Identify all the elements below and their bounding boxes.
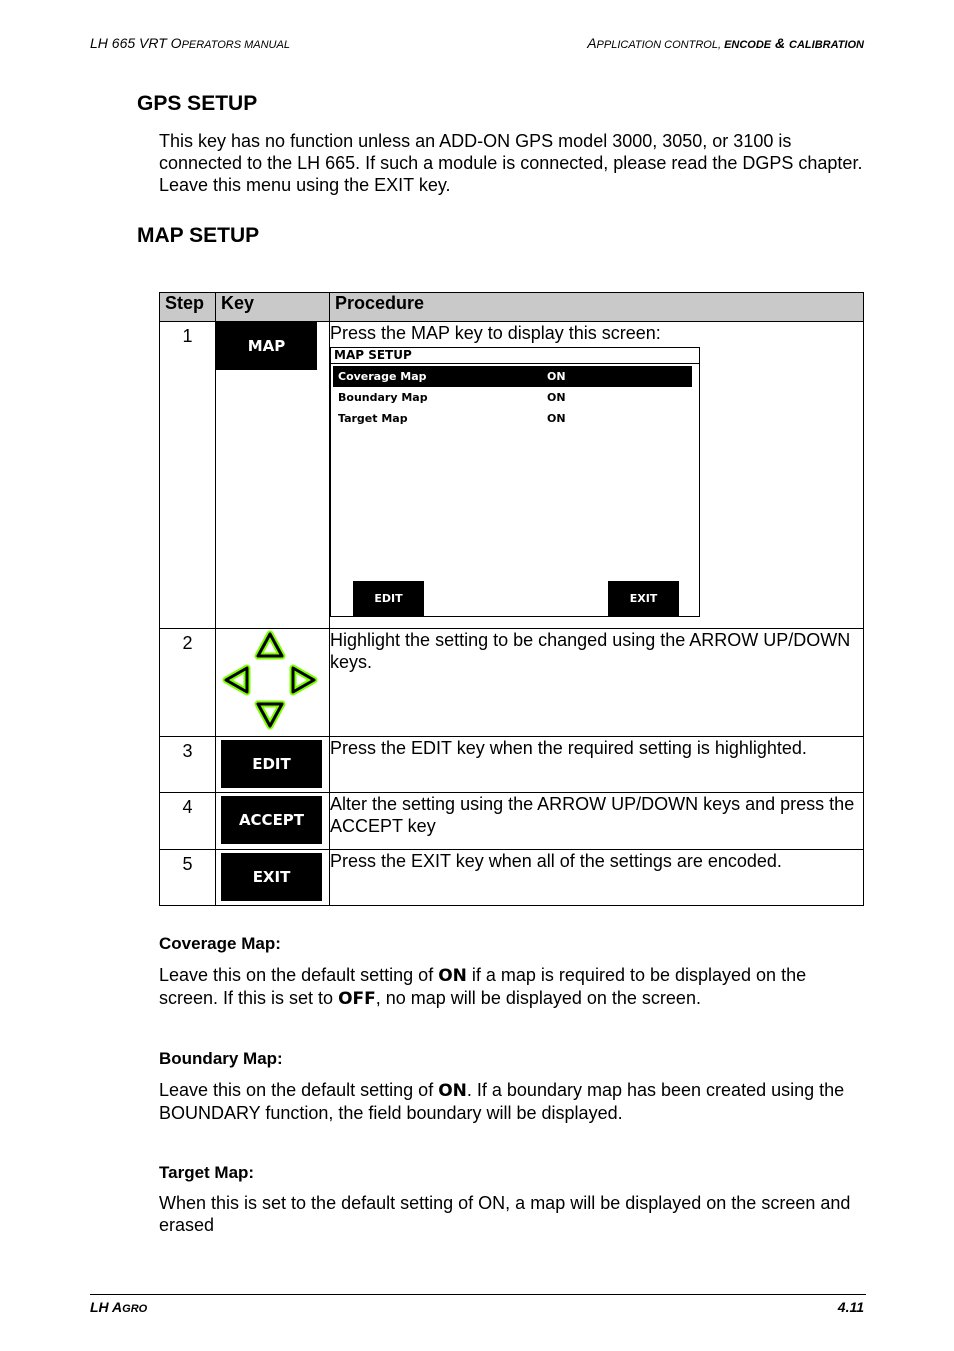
screen-edit-button[interactable]: EDIT [353, 581, 424, 616]
step-number: 5 [160, 850, 216, 906]
footer-divider [90, 1294, 866, 1295]
boundary-map-body: Leave this on the default setting of ON. If a boundary map has been created using the BOUNDARY function, the field boundary will be displayed. [159, 1080, 845, 1123]
step-number: 2 [160, 629, 216, 737]
procedure-text: Highlight the setting to be changed using the ARROW UP/DOWN keys. [330, 629, 864, 737]
map-setup-screen [330, 347, 700, 617]
page-number: 4.11 [837, 1299, 864, 1315]
arrow-right-icon [293, 668, 314, 692]
col-header-step: Step [160, 293, 216, 322]
accept-key[interactable]: ACCEPT [221, 796, 322, 844]
running-header-right: APPLICATION CONTROL, ENCODE & CALIBRATION [587, 35, 864, 51]
col-header-procedure: Procedure [330, 293, 864, 322]
arrow-up-icon [258, 634, 282, 656]
step-number: 1 [160, 322, 216, 629]
gps-setup-body: This key has no function unless an ADD-ON GPS model 3000, 3050, or 3100 is connected to the LH 665. If such a module is connected, please read the DGPS chapter. Leave this menu using the EXIT key. [159, 131, 863, 195]
screen-exit-button[interactable]: EXIT [608, 581, 679, 616]
table-row [160, 322, 864, 629]
table-header-row [160, 293, 864, 322]
coverage-map-body: Leave this on the default setting of ON if a map is required to be displayed on the screen. If this is set to OFF, no map will be displayed on the screen. [159, 965, 807, 1009]
screen-row-value: ON [547, 411, 566, 425]
col-header-key: Key [216, 293, 330, 322]
map-key[interactable]: MAP [216, 322, 317, 370]
screen-row-target-map[interactable] [333, 408, 692, 429]
arrow-keys-icon[interactable] [216, 629, 328, 731]
arrow-down-icon [258, 704, 282, 726]
running-header-left: LH 665 VRT OPERATORS MANUAL [90, 35, 290, 51]
procedure-text: Press the EDIT key when the required setting is highlighted. [330, 737, 864, 793]
screen-row-label: Coverage Map [338, 369, 427, 383]
table-row [160, 629, 864, 737]
procedure-text: Press the MAP key to display this screen: [330, 323, 661, 343]
arrow-left-icon [226, 668, 247, 692]
boundary-map-heading: Boundary Map: [159, 1049, 283, 1068]
procedure-table [159, 292, 864, 906]
step-number: 4 [160, 793, 216, 850]
table-row [160, 793, 864, 850]
edit-key[interactable]: EDIT [221, 740, 322, 788]
coverage-map-heading: Coverage Map: [159, 934, 281, 953]
screen-row-coverage-map[interactable] [333, 366, 692, 387]
table-row [160, 737, 864, 793]
exit-key[interactable]: EXIT [221, 853, 322, 901]
screen-row-value: ON [547, 369, 566, 383]
table-row [160, 850, 864, 906]
target-map-heading: Target Map: [159, 1163, 255, 1182]
screen-title: MAP SETUP [331, 348, 699, 364]
procedure-text: Alter the setting using the ARROW UP/DOWN keys and press the ACCEPT key [330, 793, 864, 850]
footer-left: LH AGRO [90, 1299, 148, 1315]
screen-row-value: ON [547, 390, 566, 404]
screen-row-label: Target Map [338, 411, 408, 425]
step-number: 3 [160, 737, 216, 793]
gps-setup-heading: GPS SETUP [137, 92, 258, 115]
map-setup-heading: MAP SETUP [137, 224, 260, 247]
screen-row-label: Boundary Map [338, 390, 428, 404]
procedure-text: Press the EXIT key when all of the settings are encoded. [330, 850, 864, 906]
screen-row-boundary-map[interactable] [333, 387, 692, 408]
target-map-body: When this is set to the default setting of ON, a map will be displayed on the screen and erased [159, 1193, 851, 1235]
